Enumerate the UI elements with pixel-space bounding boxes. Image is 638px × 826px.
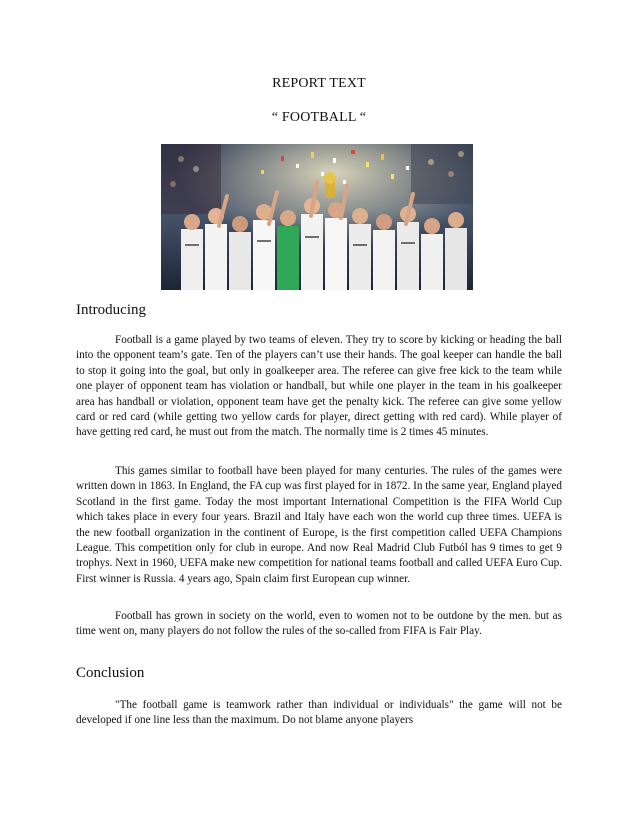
- paragraph-intro-3: Football has grown in society on the world, even to women not to be outdone by the men. but as time went on, many players do not follow the rules of the so-called from FIFA is Fair Play.: [76, 610, 562, 638]
- paragraph-conclusion-1: "The football game is teamwork rather than individual or individuals" the game will not be developed if one line less than the maximum. Do not blame anyone players: [76, 699, 562, 727]
- paragraph-intro-1: Football is a game played by two teams of eleven. They try to score by kicking or heading the ball into the opponent team’s gate. Ten of the players can’t use their hands. The goal keeper can handle the ball to stop it going into the goal, but only in goalkeeper area. The referee can give free kick to the team while one player of opponent team has violation or handball, but while one player in the team in his goalkeeper area has handball or violation, opponent team have get the penalty kick. The referee can give some yellow card or red card (while getting two yellow cards for player, direct getting with red card). While player of have getting red card, he must out from the match. The normally time is 2 times 45 minutes.: [76, 334, 562, 439]
- section-heading-conclusion: Conclusion: [76, 665, 145, 681]
- document-subtitle: “ FOOTBALL “: [271, 110, 367, 125]
- section-heading-introducing: Introducing: [76, 302, 146, 318]
- document-title: REPORT TEXT: [272, 76, 366, 91]
- paragraph-intro-2: This games similar to football have been played for many centuries. The rules of the games were written down in 1863. In England, the FA cup was first played for in 1872. In the same year, England played Scotland in the first game. Today the most important International Competition is the FIFA World Cup which takes place in every four years. Brazil and Italy have each won the world cup three times. UEFA is the new football organization in the continent of Europe, is the first competition called UEFA Champions League. This competition only for club in europe. And now Real Madrid Club Futból has 9 times to get 9 trophys. Next in 1960, UEFA make new competition for national teams football and called UEFA Euro Cup. First winner is Russia. 4 years ago, Spain claim first European cup winner.: [76, 465, 562, 585]
- team-celebration-photo: [161, 144, 473, 290]
